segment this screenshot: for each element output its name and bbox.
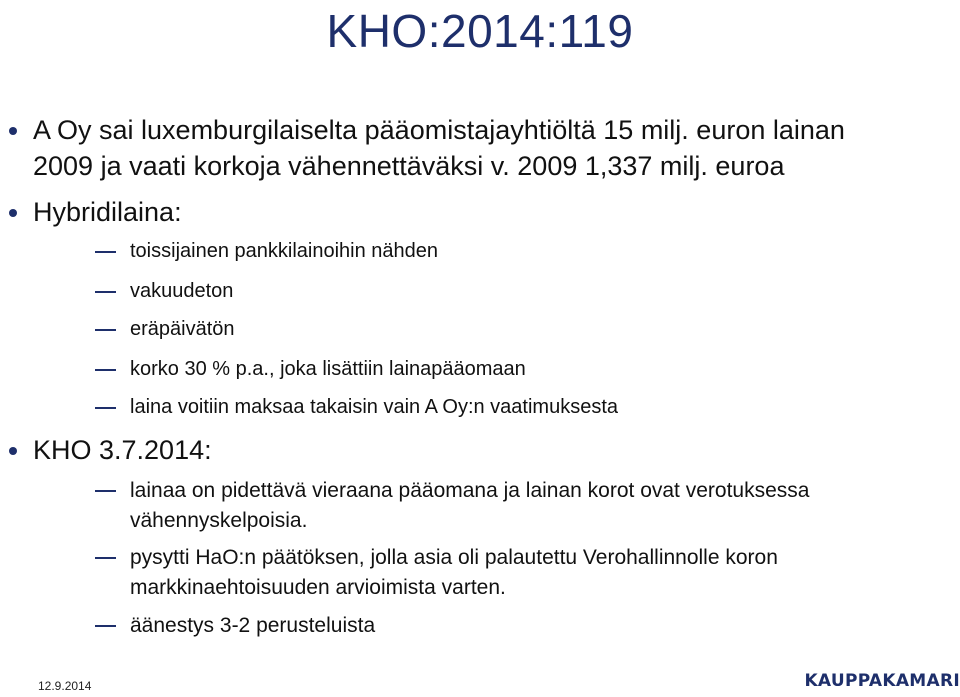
bullet-1-line-1: A Oy sai luxemburgilaiselta pääomistajayhtiöltä 15 milj. euron lainan — [33, 115, 845, 145]
dash-icon — [95, 407, 116, 409]
list-item-text-line-2: vähennyskelpoisia. — [130, 509, 308, 532]
list-item-text: korko 30 % p.a., joka lisättiin lainapääomaan — [130, 358, 526, 380]
dash-icon — [95, 329, 116, 331]
list-item-text-line-1: pysytti HaO:n päätöksen, jolla asia oli palautettu Verohallinnolle koron — [130, 546, 778, 569]
list-item-text-line-1: lainaa on pidettävä vieraana pääomana ja lainan korot ovat verotuksessa — [130, 479, 810, 502]
list-item-text: toissijainen pankkilainoihin nähden — [130, 240, 438, 262]
list-item-text-line-1: äänestys 3-2 perusteluista — [130, 614, 376, 637]
bullet-1-line-2: 2009 ja vaati korkoja vähennettäväksi v. 2009 1,337 milj. euroa — [33, 151, 785, 181]
bullet-dot-icon — [9, 447, 17, 455]
list-item-text-line-2: markkinaehtoisuuden arvioimista varten. — [130, 576, 506, 599]
dash-icon — [95, 557, 116, 559]
dash-icon — [95, 625, 116, 627]
dash-icon — [95, 251, 116, 253]
slide-title: KHO:2014:119 — [326, 5, 634, 57]
dash-icon — [95, 369, 116, 371]
list-item-text: laina voitiin maksaa takaisin vain A Oy:n vaatimuksesta — [130, 396, 619, 418]
list-item-text: eräpäivätön — [130, 318, 235, 340]
kauppakamari-logo: KAUPPAKAMARI — [804, 671, 960, 691]
footer-date: 12.9.2014 — [38, 679, 92, 693]
dash-icon — [95, 490, 116, 492]
list-item-text: vakuudeton — [130, 280, 234, 302]
bullet-dot-icon — [9, 209, 17, 217]
dash-icon — [95, 291, 116, 293]
bullet-3-label: KHO 3.7.2014: — [33, 435, 212, 465]
bullet-dot-icon — [9, 127, 17, 135]
bullet-2-label: Hybridilaina: — [33, 197, 182, 227]
